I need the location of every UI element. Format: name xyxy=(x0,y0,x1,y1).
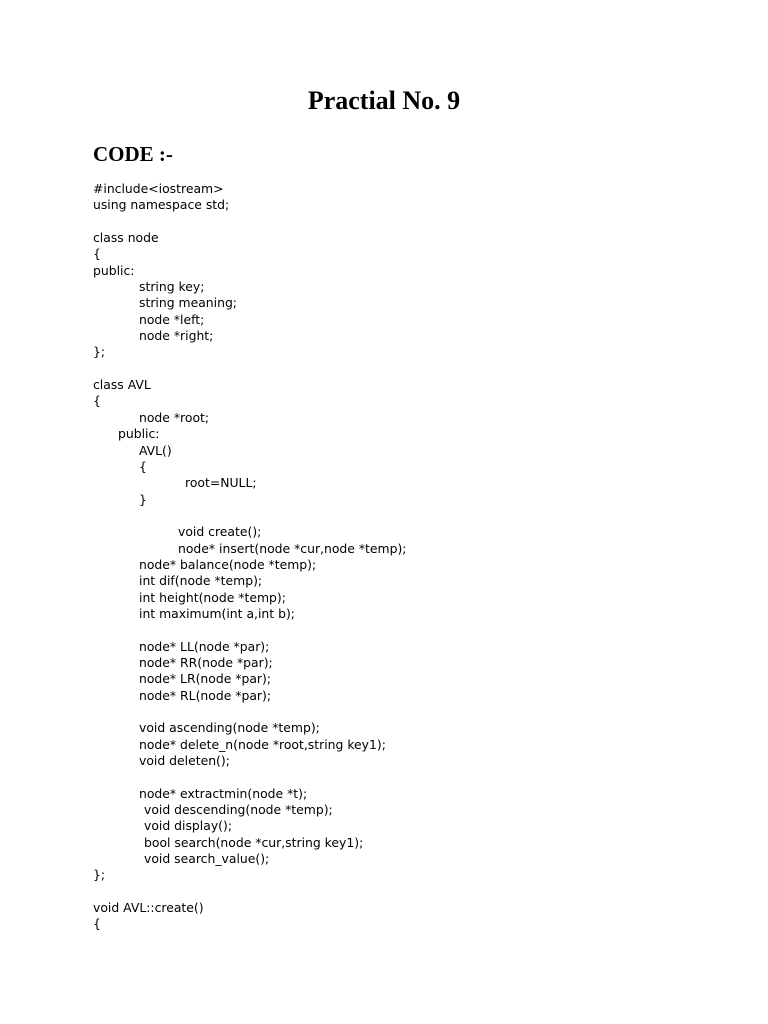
code-line xyxy=(93,622,733,638)
code-line: root=NULL; xyxy=(185,475,257,491)
code-line: void descending(node *temp); xyxy=(144,802,333,818)
code-line: bool search(node *cur,string key1); xyxy=(144,834,364,850)
code-line xyxy=(93,214,733,230)
code-line xyxy=(93,884,733,900)
code-line xyxy=(93,361,733,377)
code-line: void display(); xyxy=(144,818,232,834)
code-block xyxy=(93,181,733,933)
code-line: } xyxy=(139,491,147,507)
code-line: string meaning; xyxy=(139,295,237,311)
code-line: class AVL xyxy=(93,377,151,393)
code-line: public: xyxy=(118,426,160,442)
code-line: using namespace std; xyxy=(93,197,230,213)
section-heading: CODE :- xyxy=(93,142,173,166)
code-line: node* RR(node *par); xyxy=(139,654,273,670)
code-line: node* LL(node *par); xyxy=(139,638,270,654)
code-line xyxy=(93,769,733,785)
code-line: void create(); xyxy=(178,524,262,540)
code-line: { xyxy=(93,916,101,932)
code-line: string key; xyxy=(139,279,205,295)
code-line: int height(node *temp); xyxy=(139,589,286,605)
code-line: class node xyxy=(93,230,159,246)
code-line: public: xyxy=(93,262,135,278)
code-line: node* delete_n(node *root,string key1); xyxy=(139,736,386,752)
code-line: void ascending(node *temp); xyxy=(139,720,320,736)
code-line: int dif(node *temp); xyxy=(139,573,263,589)
code-line: { xyxy=(139,458,147,474)
page-title: Practial No. 9 xyxy=(307,86,461,115)
code-line: { xyxy=(93,393,101,409)
code-line: int maximum(int a,int b); xyxy=(139,605,295,621)
code-line: node* LR(node *par); xyxy=(139,671,272,687)
code-line: #include<iostream> xyxy=(93,181,224,196)
code-line: node *right; xyxy=(139,328,214,344)
code-line: node* balance(node *temp); xyxy=(139,556,317,572)
code-line: node *left; xyxy=(139,311,205,327)
code-line: AVL() xyxy=(139,442,172,458)
code-line: { xyxy=(93,246,101,262)
code-line: node* insert(node *cur,node *temp); xyxy=(178,540,407,556)
code-line xyxy=(93,704,733,720)
code-line: node* RL(node *par); xyxy=(139,687,272,703)
code-line: node* extractmin(node *t); xyxy=(139,785,308,801)
code-line: }; xyxy=(93,344,106,360)
code-line: }; xyxy=(93,867,106,883)
code-line xyxy=(93,508,733,524)
code-line: void search_value(); xyxy=(144,851,270,867)
code-line: void AVL::create() xyxy=(93,900,204,916)
code-line: node *root; xyxy=(139,409,210,425)
code-line: void deleten(); xyxy=(139,753,230,769)
